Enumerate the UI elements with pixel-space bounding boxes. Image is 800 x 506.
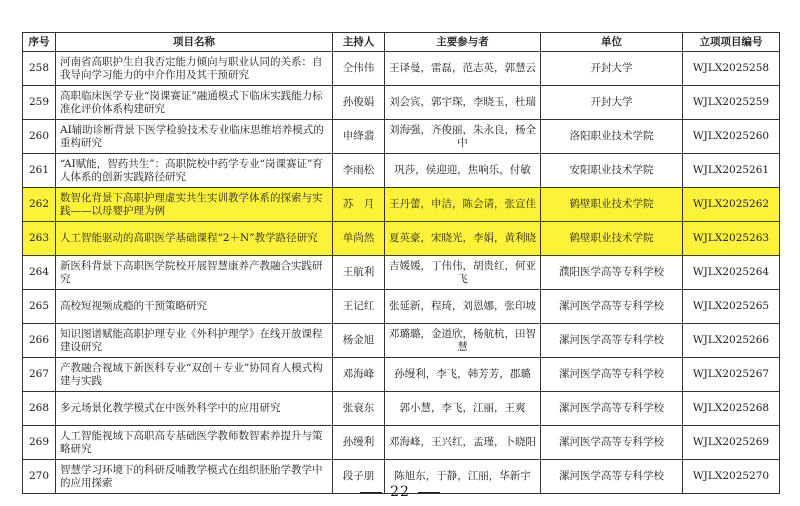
- row-title: 河南省高职护生自我否定能力倾向与职业认同的关系：自我导向学习能力的中介作用及其干预研究: [56, 52, 333, 86]
- row-members: 张延新，程琦，刘恩娜，张印坡: [385, 290, 541, 324]
- row-no: 260: [23, 120, 56, 154]
- projects-table: [22, 32, 780, 494]
- row-no: 262: [23, 188, 56, 222]
- row-no: 268: [23, 392, 56, 426]
- row-members: 王译曼，雷磊，范志英，郭慧云: [385, 52, 541, 86]
- row-title: 新医科背景下高职医学院校开展智慧康养产教融合实践研究: [56, 256, 333, 290]
- row-members: 王丹蕾，申洁，陈会请，张宣佳: [385, 188, 541, 222]
- row-unit: 鹤壁职业技术学院: [541, 188, 683, 222]
- row-title: 人工智能驱动的高职医学基础课程“2＋N”教学路径研究: [56, 222, 333, 256]
- row-unit: 开封大学: [541, 86, 683, 120]
- table-row: [23, 358, 780, 392]
- table-header: [23, 33, 780, 52]
- row-title: 知识图谱赋能高职护理专业《外科护理学》在线开放课程建设研究: [56, 324, 333, 358]
- row-code: WJLX2025258: [683, 52, 780, 86]
- row-host: 孙俊娟: [333, 86, 385, 120]
- row-title: 产教融合视域下新医科专业“双创＋专业”协同育人模式构建与实践: [56, 358, 333, 392]
- row-members: 陈旭东，于静，江丽，华新宇: [385, 460, 541, 494]
- row-no: 267: [23, 358, 56, 392]
- table-row: [23, 290, 780, 324]
- table-row: [23, 52, 780, 86]
- row-no: 270: [23, 460, 56, 494]
- row-host: 段子朋: [333, 460, 385, 494]
- row-host: 邓海峰: [333, 358, 385, 392]
- row-code: WJLX2025268: [683, 392, 780, 426]
- row-title: 多元场景化教学模式在中医外科学中的应用研究: [56, 392, 333, 426]
- row-no: 264: [23, 256, 56, 290]
- row-host: 仝伟伟: [333, 52, 385, 86]
- row-host: 单尚然: [333, 222, 385, 256]
- row-code: WJLX2025262: [683, 188, 780, 222]
- footer-dash-right: [418, 492, 440, 493]
- row-members: 邓海峰，王兴红，孟瑾，卜晓阳: [385, 426, 541, 460]
- row-host: 苏 月: [333, 188, 385, 222]
- row-no: 259: [23, 86, 56, 120]
- row-host: 孙缦利: [333, 426, 385, 460]
- row-members: 孙缦利，李飞，韩芳芳，郡璐: [385, 358, 541, 392]
- row-unit: 鹤壁职业技术学院: [541, 222, 683, 256]
- row-code: WJLX2025263: [683, 222, 780, 256]
- row-code: WJLX2025267: [683, 358, 780, 392]
- row-no: 258: [23, 52, 56, 86]
- row-host: 王航利: [333, 256, 385, 290]
- header-unit: 单位: [541, 33, 683, 52]
- row-code: WJLX2025265: [683, 290, 780, 324]
- header-no: 序号: [23, 33, 56, 52]
- row-members: 郭小慧，李飞，江丽，王爽: [385, 392, 541, 426]
- row-unit: 漯河医学高等专科学校: [541, 290, 683, 324]
- row-title: “AI赋能，智药共生”：高职院校中药学专业“岗课赛证”育人体系的创新实践路径研究: [56, 154, 333, 188]
- row-code: WJLX2025269: [683, 426, 780, 460]
- row-host: 张衰东: [333, 392, 385, 426]
- row-members: 夏英豪，宋晓光，李娟，黄利晓: [385, 222, 541, 256]
- row-host: 杨金旭: [333, 324, 385, 358]
- row-title: AI辅助诊断背景下医学检验技术专业临床思维培养模式的重构研究: [56, 120, 333, 154]
- row-unit: 漯河医学高等专科学校: [541, 324, 683, 358]
- row-members: 邓璐璐，金道欣，杨航杭，田智慧: [385, 324, 541, 358]
- header-row: [23, 33, 780, 52]
- row-title: 人工智能视域下高职高专基础医学教师数智素养提升与策略研究: [56, 426, 333, 460]
- row-code: WJLX2025261: [683, 154, 780, 188]
- row-members: 吉媛媛，丁伟伟，胡贵红，何亚飞: [385, 256, 541, 290]
- row-members: 刘会宾，郭宇琛，李晓玉，杜瑞: [385, 86, 541, 120]
- header-code: 立项项目编号: [683, 33, 780, 52]
- row-title: 智慧学习环境下的科研反哺教学模式在组织胚胎学教学中的应用探索: [56, 460, 333, 494]
- row-code: WJLX2025266: [683, 324, 780, 358]
- row-no: 266: [23, 324, 56, 358]
- row-no: 261: [23, 154, 56, 188]
- row-unit: 安阳职业技术学院: [541, 154, 683, 188]
- row-unit: 濮阳医学高等专科学校: [541, 256, 683, 290]
- row-title: 数智化背景下高职护理虚实共生实训教学体系的探索与实践——以母婴护理为例: [56, 188, 333, 222]
- table-row: [23, 222, 780, 256]
- row-title: 高职临床医学专业“岗课赛证”融通模式下临床实践能力标准化评价体系构建研究: [56, 86, 333, 120]
- footer-dash-left: [360, 492, 382, 493]
- table-row: [23, 392, 780, 426]
- row-no: 263: [23, 222, 56, 256]
- row-title: 高校短视频成瘾的干预策略研究: [56, 290, 333, 324]
- row-unit: 漯河医学高等专科学校: [541, 426, 683, 460]
- page-number: 22: [390, 484, 410, 500]
- table-row: [23, 188, 780, 222]
- row-members: 刘海强，齐俊丽，朱永良，杨全中: [385, 120, 541, 154]
- header-host: 主持人: [333, 33, 385, 52]
- table-row: [23, 324, 780, 358]
- row-unit: 漯河医学高等专科学校: [541, 460, 683, 494]
- row-host: 申绛翡: [333, 120, 385, 154]
- row-code: WJLX2025270: [683, 460, 780, 494]
- row-unit: 漯河医学高等专科学校: [541, 358, 683, 392]
- row-host: 王记红: [333, 290, 385, 324]
- table-row: [23, 86, 780, 120]
- row-unit: 漯河医学高等专科学校: [541, 392, 683, 426]
- table-row: [23, 426, 780, 460]
- table-row: [23, 154, 780, 188]
- row-no: 265: [23, 290, 56, 324]
- page-footer: [0, 484, 800, 500]
- row-host: 李雨松: [333, 154, 385, 188]
- header-title: 项目名称: [56, 33, 333, 52]
- row-members: 巩莎，侯迎迎，焦响乐，付敏: [385, 154, 541, 188]
- row-unit: 开封大学: [541, 52, 683, 86]
- header-members: 主要参与者: [385, 33, 541, 52]
- row-no: 269: [23, 426, 56, 460]
- row-code: WJLX2025259: [683, 86, 780, 120]
- row-code: WJLX2025264: [683, 256, 780, 290]
- row-code: WJLX2025260: [683, 120, 780, 154]
- row-unit: 洛阳职业技术学院: [541, 120, 683, 154]
- table-body: [23, 52, 780, 494]
- table-row: [23, 120, 780, 154]
- table-row: [23, 256, 780, 290]
